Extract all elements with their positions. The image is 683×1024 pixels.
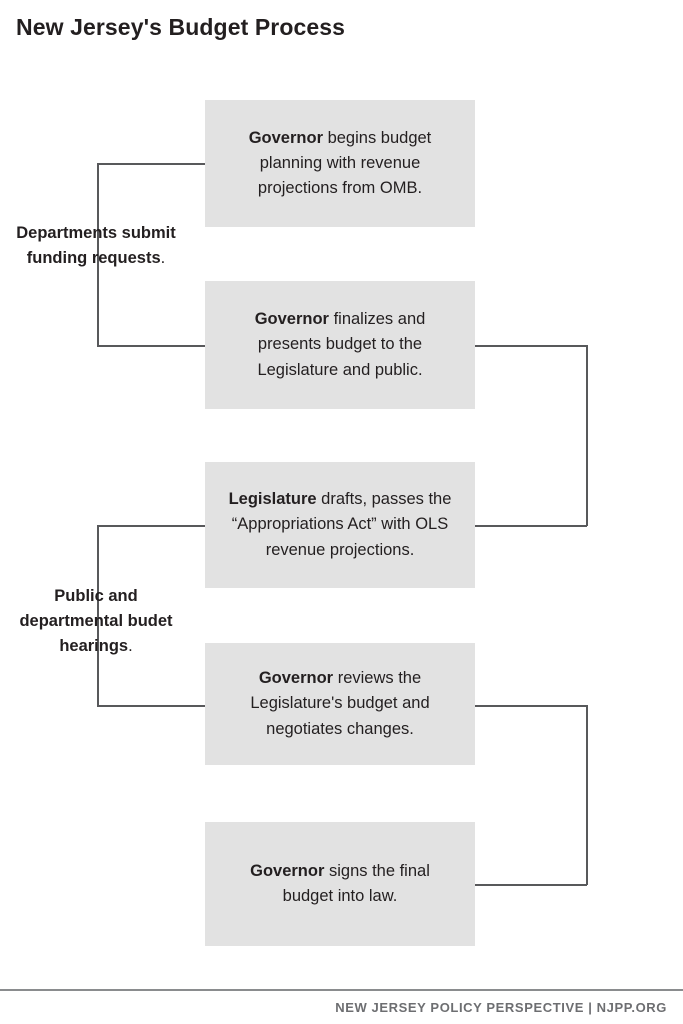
flow-step-actor: Governor	[254, 310, 329, 329]
flow-step-box	[205, 462, 475, 588]
flow-step-text	[227, 307, 453, 382]
connector-line-b-top	[97, 525, 205, 527]
connector-line-c-bottom	[475, 525, 587, 527]
side-label-departments	[16, 221, 176, 271]
footer-credit: NEW JERSEY POLICY PERSPECTIVE | NJPP.ORG	[335, 1000, 667, 1015]
side-label-period: .	[160, 248, 166, 267]
flow-step-text	[227, 859, 453, 909]
connector-line-a-top	[97, 163, 205, 165]
side-label-hearings	[16, 584, 176, 658]
flow-step-text	[227, 666, 453, 741]
flow-step-body: drafts, passes the “Appropriations Act” with OLS revenue projections.	[231, 490, 452, 559]
flow-step-box	[205, 100, 475, 227]
flow-step-body: finalizes and presents budget to the Legislature and public.	[257, 310, 426, 379]
flow-step-body: begins budget planning with revenue projections from OMB.	[257, 128, 432, 198]
flow-step-actor: Governor	[250, 861, 325, 880]
flow-step-body: reviews the Legislature's budget and negotiates changes.	[250, 669, 430, 738]
side-label-text: Departments submit funding requests	[16, 224, 176, 267]
flow-step-text	[227, 126, 453, 201]
connector-line-b-bottom	[97, 705, 205, 707]
footer-divider	[0, 989, 683, 991]
flow-step-box	[205, 822, 475, 946]
flow-step-text	[227, 487, 453, 562]
flow-step-actor: Governor	[258, 669, 334, 688]
side-label-period: .	[128, 636, 133, 655]
flow-step-box	[205, 281, 475, 409]
side-label-text: Public and departmental budet hearings	[19, 587, 173, 655]
page-title: New Jersey's Budget Process	[16, 14, 346, 40]
connector-line-a-bottom	[97, 345, 205, 347]
flow-step-box	[205, 643, 475, 765]
connector-line-d-top	[475, 705, 587, 707]
connector-line-d-bottom	[475, 884, 587, 886]
connector-line-d-vertical	[586, 705, 588, 885]
flow-step-actor: Governor	[248, 128, 323, 147]
connector-line-c-top	[475, 345, 587, 347]
flow-step-body: signs the final budget into law.	[282, 861, 430, 905]
connector-line-c-vertical	[586, 345, 588, 526]
flow-step-actor: Legislature	[228, 490, 317, 509]
